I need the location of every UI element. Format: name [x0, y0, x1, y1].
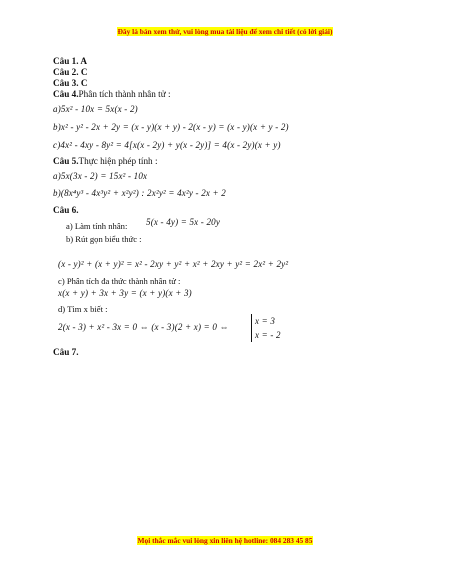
q6-b-expr: (x - y)² + (x + y)² = x² - 2xy + y² + x² + 2xy + y² = 2x² + 2y² [58, 259, 289, 269]
q6-c-expr: x(x + y) + 3x + 3y = (x + y)(x + 3) [58, 288, 192, 298]
q4-b: b)x² - y² - 2x + 2y = (x - y)(x + y) - 2(x - y) = (x - y)(x + y - 2) [53, 122, 289, 132]
q4-prompt: Phân tích thành nhân tử : [78, 89, 171, 99]
hotline-footer-text: Mọi thắc mắc vui lòng xin liên hệ hotline: 084 283 45 85 [137, 536, 313, 545]
q5-b: b)(8x⁴y³ - 4x³y² + x²y²) : 2x²y² = 4x²y - 2x + 2 [53, 188, 226, 198]
q6-b-label: b) Rút gọn biểu thức : [66, 234, 142, 244]
q4-a: a)5x² - 10x = 5x(x - 2) [53, 104, 138, 114]
answer-3 [53, 78, 87, 88]
q6-a-label: a) Làm tính nhân: [66, 221, 128, 231]
q4-c: c)4x² - 4xy - 8y² = 4[x(x - 2y) + y(x - 2y)] = 4(x - 2y)(x + y) [53, 140, 281, 150]
q6-d-solution-1: x = 3 [255, 316, 276, 326]
q6-a-expr: 5(x - 4y) = 5x - 20y [146, 217, 221, 227]
preview-banner-text: Đây là bản xem thử, vui lòng mua tài liệu để xem chi tiết (có lời giải) [117, 27, 333, 36]
q5-heading [53, 156, 158, 166]
q6-d-expr: 2(x - 3) + x² - 3x = 0 ⇔ (x - 3)(2 + x) = 0 ⇔ [58, 322, 229, 332]
answer-2-value: C [80, 67, 88, 77]
q5-prompt: Thực hiện phép tính : [78, 156, 158, 166]
q6-c-label: c) Phân tích đa thức thành nhân tử : [58, 276, 181, 286]
q6-d-label: d) Tìm x biết : [58, 304, 108, 314]
q5-a: a)5x(3x - 2) = 15x² - 10x [53, 171, 148, 181]
answer-3-value: C [80, 78, 88, 88]
q6-label: Câu 6. [53, 205, 79, 215]
answer-1-value: A [80, 56, 87, 66]
q4-heading [53, 89, 171, 99]
preview-banner [0, 27, 450, 36]
answer-2-label: Câu 2. [53, 67, 79, 77]
answer-2 [53, 67, 87, 77]
q6-d-solution-2: x = - 2 [255, 330, 281, 340]
q7-label: Câu 7. [53, 347, 79, 357]
solution-brace [251, 314, 254, 342]
answer-1 [53, 56, 87, 66]
answer-3-label: Câu 3. [53, 78, 79, 88]
q4-label: Câu 4. [53, 89, 79, 99]
q5-label: Câu 5. [53, 156, 79, 166]
answer-1-label: Câu 1. [53, 56, 79, 66]
hotline-footer [0, 536, 450, 545]
